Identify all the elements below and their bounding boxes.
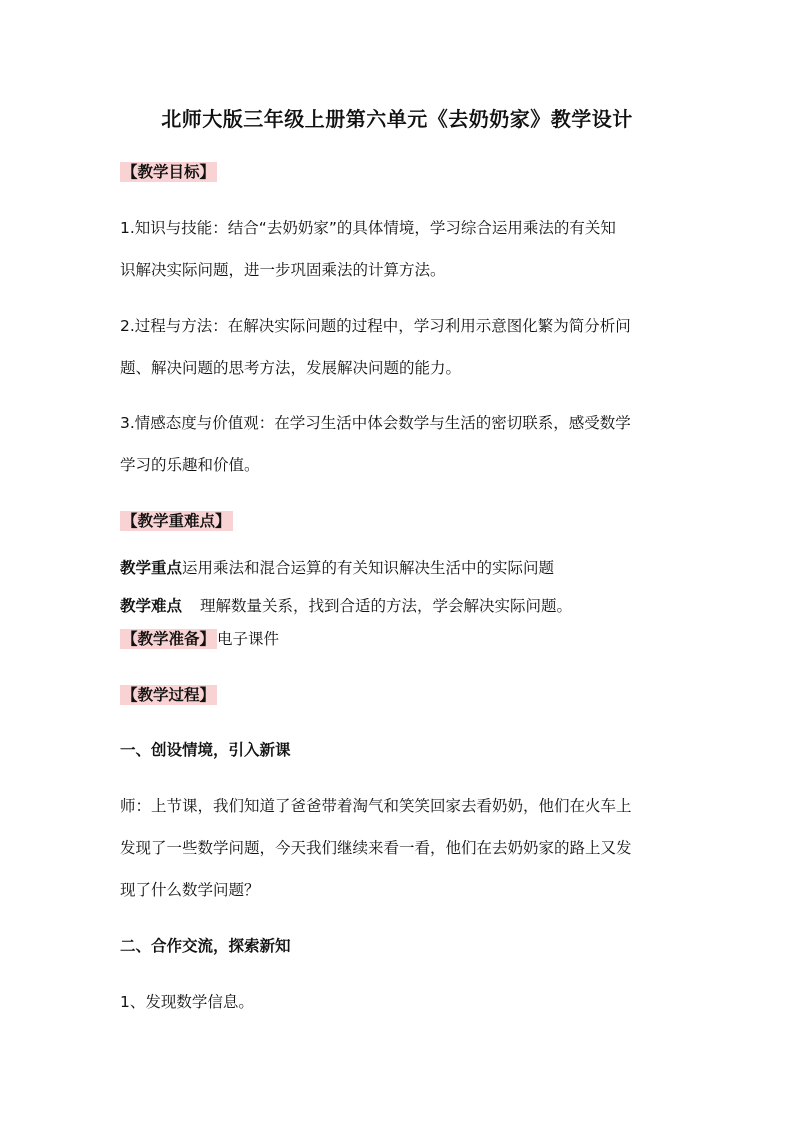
objective-1-line-2: 识解决实际问题，进一步巩固乘法的计算方法。 bbox=[120, 261, 446, 279]
section-1-line-2: 发现了一些数学问题，今天我们继续来看一看，他们在去奶奶家的路上又发 bbox=[120, 839, 632, 857]
difficulty-row bbox=[120, 595, 572, 617]
difficulty-text: 理解数量关系，找到合适的方法，学会解决实际问题。 bbox=[200, 597, 573, 615]
section-1-line-1: 师：上节课，我们知道了爸爸带着淘气和笑笑回家去看奶奶，他们在火车上 bbox=[120, 797, 632, 815]
difficulty-label: 教学难点 bbox=[120, 597, 183, 615]
prep-row bbox=[120, 628, 279, 650]
section-1-heading: 一、创设情境，引入新课 bbox=[120, 741, 291, 759]
objective-1-line-1: 1.知识与技能：结合“去奶奶家”的具体情境，学习综合运用乘法的有关知 bbox=[120, 219, 616, 237]
objective-3-line-2: 学习的乐趣和价值。 bbox=[120, 456, 260, 474]
process-heading-row bbox=[120, 684, 217, 706]
prep-heading: 【教学准备】 bbox=[122, 630, 216, 648]
section-2-heading: 二、合作交流，探索新知 bbox=[120, 937, 291, 955]
key-point-row bbox=[120, 557, 554, 579]
prep-text: 电子课件 bbox=[217, 630, 280, 648]
keypoints-heading: 【教学重难点】 bbox=[122, 512, 231, 530]
step-1-text: 1、发现数学信息。 bbox=[120, 993, 254, 1011]
objective-2-line-1: 2.过程与方法：在解决实际问题的过程中，学习利用示意图化繁为简分析问 bbox=[120, 317, 631, 335]
page-title: 北师大版三年级上册第六单元《去奶奶家》教学设计 bbox=[161, 107, 633, 131]
objective-2-line-2: 题、解决问题的思考方法，发展解决问题的能力。 bbox=[120, 359, 462, 377]
objectives-heading: 【教学目标】 bbox=[122, 163, 216, 181]
objective-3-line-1: 3.情感态度与价值观：在学习生活中体会数学与生活的密切联系，感受数学 bbox=[120, 414, 631, 432]
keypoints-heading-row bbox=[120, 510, 233, 532]
key-point-label: 教学重点 bbox=[120, 559, 183, 577]
key-point-text: 运用乘法和混合运算的有关知识解决生活中的实际问题 bbox=[182, 559, 555, 577]
process-heading: 【教学过程】 bbox=[122, 686, 216, 704]
objectives-heading-row bbox=[120, 161, 217, 183]
section-1-line-3: 现了什么数学问题？ bbox=[120, 881, 260, 899]
